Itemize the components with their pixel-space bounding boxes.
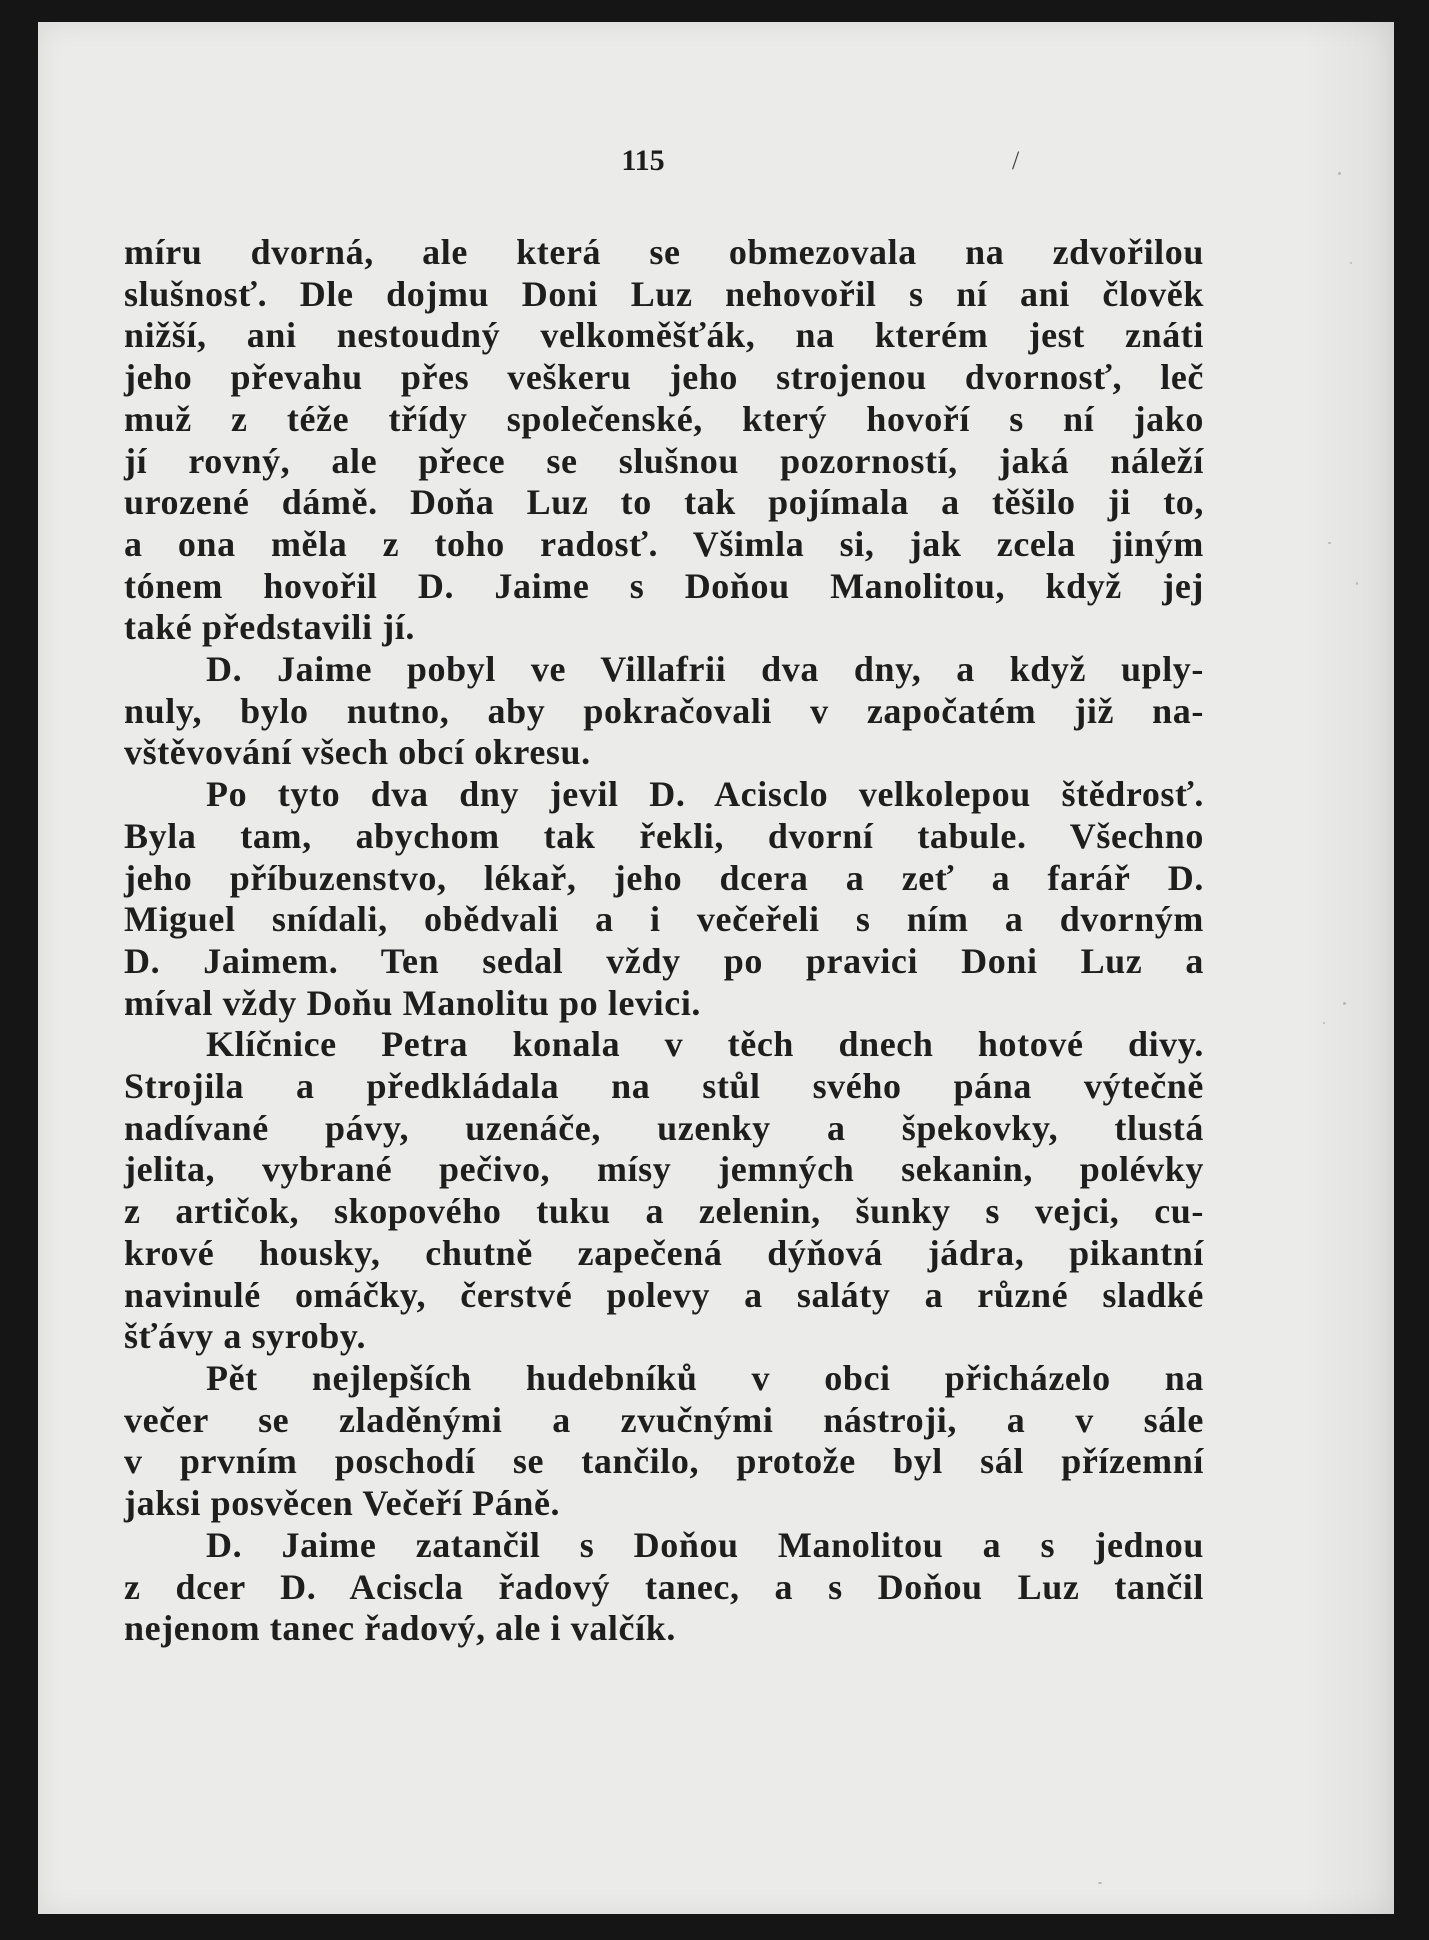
text-line: D. Jaime zatančil s Doňou Manolitou a s jednou <box>206 1524 1204 1565</box>
text-line: tónem hovořil D. Jaime s Doňou Manolitou, když jej <box>124 565 1204 606</box>
text-line: nadívané pávy, uzenáče, uzenky a špekovky, tlustá <box>124 1107 1204 1148</box>
text-line: slušnosť. Dle dojmu Doni Luz nehovořil s ní ani člověk <box>124 273 1204 314</box>
text-line: jí rovný, ale přece se slušnou pozorností, jaká náleží <box>124 440 1204 481</box>
text-line: jeho příbuzenstvo, lékař, jeho dcera a zeť a farář D. <box>124 857 1204 898</box>
text-line: nižší, ani nestoudný velkoměšťák, na kterém jest znáti <box>124 315 1204 356</box>
text-line: míru dvorná, ale která se obmezovala na zdvořilou <box>124 232 1204 272</box>
text-line: míval vždy Doňu Manolitu po levici. <box>124 982 702 1023</box>
speck <box>1323 1022 1325 1024</box>
text-line: D. Jaime pobyl ve Villafrii dva dny, a když uply- <box>206 649 1204 690</box>
text-line: Miguel snídali, obědvali a i večeřeli s ním a dvorným <box>124 899 1204 940</box>
text-line: vštěvování všech obcí okresu. <box>124 732 591 773</box>
text-line: urozené dámě. Doňa Luz to tak pojímala a těšilo ji to, <box>124 482 1204 523</box>
stray-mark: / <box>1012 146 1020 175</box>
text-line: Byla tam, abychom tak řekli, dvorní tabule. Všechno <box>124 815 1204 856</box>
page-edge-shadow <box>1304 22 1394 1914</box>
text-line: Po tyto dva dny jevil D. Acisclo velkolepou štědrosť. <box>206 774 1204 815</box>
speck <box>1350 262 1352 264</box>
speck <box>1328 542 1331 544</box>
text-line: nejenom tanec řadový, ale i valčík. <box>124 1608 676 1649</box>
text-line: Strojila a předkládala na stůl svého pána výtečně <box>124 1066 1204 1107</box>
page-number: 115 <box>621 144 665 177</box>
text-line: jelita, vybrané pečivo, mísy jemných sekanin, polévky <box>124 1149 1204 1190</box>
text-line: D. Jaimem. Ten sedal vždy po pravici Doni Luz a <box>124 940 1204 981</box>
text-line: v prvním poschodí se tančilo, protože byl sál přízemní <box>124 1441 1204 1482</box>
book-page <box>38 22 1394 1914</box>
text-line: večer se zladěnými a zvučnými nástroji, a v sále <box>124 1399 1204 1440</box>
text-line: Klíčnice Petra konala v těch dnech hotové divy. <box>206 1024 1204 1065</box>
speck <box>1356 582 1358 585</box>
text-line: šťávy a syroby. <box>124 1316 367 1357</box>
text-line: Pět nejlepších hudebníků v obci přicházelo na <box>206 1357 1204 1398</box>
text-line: krové housky, chutně zapečená dýňová jádra, pikantní <box>124 1232 1204 1273</box>
text-line: jeho převahu přes veškeru jeho strojenou dvornosť, leč <box>124 357 1204 398</box>
text-line: z dcer D. Aciscla řadový tanec, a s Doňou Luz tančil <box>124 1566 1204 1607</box>
body-text <box>124 232 1204 1650</box>
text-line: nuly, bylo nutno, aby pokračovali v započatém již na- <box>124 690 1204 731</box>
text-line: muž z téže třídy společenské, který hovoří s ní jako <box>124 398 1204 439</box>
text-line: jaksi posvěcen Večeří Páně. <box>124 1483 561 1524</box>
text-line: také představili jí. <box>124 607 415 648</box>
speck <box>1343 1002 1346 1005</box>
text-line: a ona měla z toho radosť. Všimla si, jak zcela jiným <box>124 523 1204 564</box>
speck <box>1098 1882 1102 1884</box>
speck <box>1338 172 1341 175</box>
text-line: navinulé omáčky, čerstvé polevy a saláty a různé sladké <box>124 1274 1204 1315</box>
text-line: z artičok, skopového tuku a zelenin, šunky s vejci, cu- <box>124 1191 1204 1232</box>
